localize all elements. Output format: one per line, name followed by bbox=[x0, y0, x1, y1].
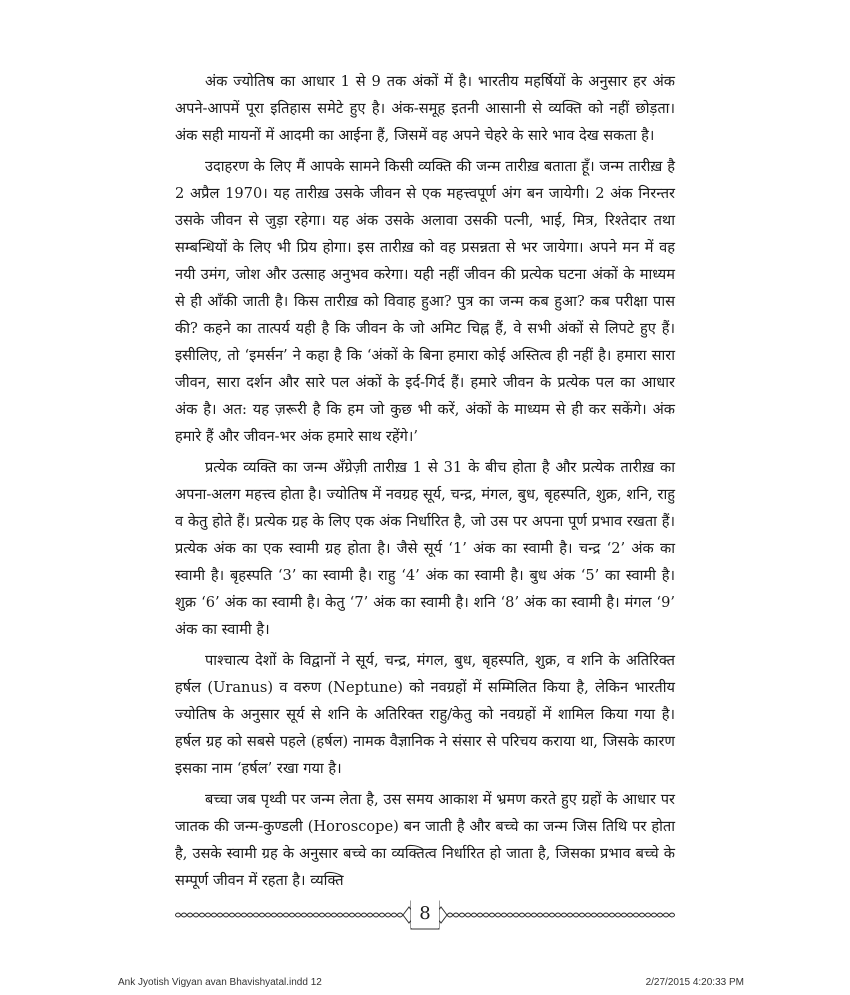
paragraph: प्रत्येक व्यक्ति का जन्म अँग्रेज़ी तारीख़ 1 से 31 के बीच होता है और प्रत्येक तारीख़ का अपना-अलग महत्त्व होता है। ज्योतिष में नवग्रह सूर्य, चन्द्र, मंगल, बुध, बृहस्पति, शुक्र, शनि, राहु व केतु होते हैं। प्रत्येक ग्रह के लिए एक अंक निर्धारित है, जो उस पर अपना पूर्ण प्रभाव रखता हैं। प्रत्येक अंक का एक स्वामी ग्रह होता है। जैसे सूर्य ‘1’ अंक का स्वामी है। चन्द्र ‘2’ अंक का स्वामी है। बृहस्पति ‘3’ का स्वामी है। राहु ‘4’ अंक का स्वामी है। बुध अंक ‘5’ का स्वामी है। शुक्र ‘6’ अंक का स्वामी है। केतु ‘7’ अंक का स्वामी है। शनि ‘8’ अंक का स्वामी है। मंगल ‘9’ अंक का स्वामी है। bbox=[175, 459, 675, 638]
paragraph: उदाहरण के लिए मैं आपके सामने किसी व्यक्ति की जन्म तारीख़ बताता हूँ। जन्म तारीख़ है 2 अप्रैल 1970। यह तारीख़ उसके जीवन से एक महत्त्वपूर्ण अंग बन जायेगी। 2 अंक निरन्तर उसके जीवन से जुड़ा रहेगा। यह अंक उसके अलावा उसकी पत्नी, भाई, मित्र, रिश्तेदार तथा सम्बन्धियों के लिए भी प्रिय होगा। इस तारीख़ को वह प्रसन्नता से भर जायेगा। अपने मन में वह नयी उमंग, जोश और उत्साह अनुभव करेगा। यही नहीं जीवन की प्रत्येक घटना अंकों के माध्यम से ही आँकी जाती है। किस तारीख़ को विवाह हुआ? पुत्र का जन्म कब हुआ? कब परीक्षा पास की? कहने का तात्पर्य यही है कि जीवन के जो अमिट चिह्न हैं, वे सभी अंकों से लिपटे हुए हैं। इसीलिए, तो ‘इमर्सन’ ने कहा है कि ‘अंकों के बिना हमारा कोई अस्तित्व ही नहीं है। हमारा सारा जीवन, सारा दर्शन और सारे पल अंकों के इर्द-गिर्द हैं। हमारे जीवन के प्रत्येक पल का आधार अंक है। अत: यह ज़रूरी है कि हम जो कुछ भी करें, अंकों के माध्यम से ही कर सकेंगे। अंक हमारे हैं और जीवन-भर अंक हमारे साथ रहेंगे।’ bbox=[175, 158, 675, 445]
body-text bbox=[175, 68, 675, 894]
paragraph: पाश्चात्य देशों के विद्वानों ने सूर्य, चन्द्र, मंगल, बुध, बृहस्पति, शुक्र, व शनि के अतिरिक्त हर्षल (Uranus) व वरुण (Neptune) को नवग्रहों में सम्मिलित किया है, लेकिन भारतीय ज्योतिष के अनुसार सूर्य से शनि के अतिरिक्त राहु/केतु को नवग्रहों में शामिल किया गया है। हर्षल ग्रह को सबसे पहले (हर्षल) नामक वैज्ञानिक ने संसार से परिचय कराया था, जिसके कारण इसका नाम ‘हर्षल’ रखा गया है। bbox=[175, 652, 675, 777]
page-number: 8 bbox=[411, 900, 439, 928]
paragraph: बच्चा जब पृथ्वी पर जन्म लेता है, उस समय आकाश में भ्रमण करते हुए ग्रहों के आधार पर जातक की जन्म-कुण्डली (Horoscope) बन जाती है और बच्चे का जन्म जिस तिथि पर होता है, उसके स्वामी ग्रह के अनुसार बच्चे का व्यक्तित्व निर्धारित हो जाता है, जिसका प्रभाव बच्चे के सम्पूर्ण जीवन में रहता है। व्यक्ति bbox=[175, 791, 675, 889]
print-slug-filename: Ank Jyotish Vigyan avan Bhavishyatal.indd 12 bbox=[118, 977, 322, 988]
paragraph: अंक ज्योतिष का आधार 1 से 9 तक अंकों में है। भारतीय महर्षियों के अनुसार हर अंक अपने-आपमें पूरा इतिहास समेटे हुए है। अंक-समूह इतनी आसानी से व्यक्ति को नहीं छोड़ता। अंक सही मायनों में आदमी का आईना हैं, जिसमें वह अपने चेहरे के सारे भाव देख सकता है। bbox=[175, 73, 675, 144]
print-slug-timestamp: 2/27/2015 4:20:33 PM bbox=[645, 977, 744, 988]
